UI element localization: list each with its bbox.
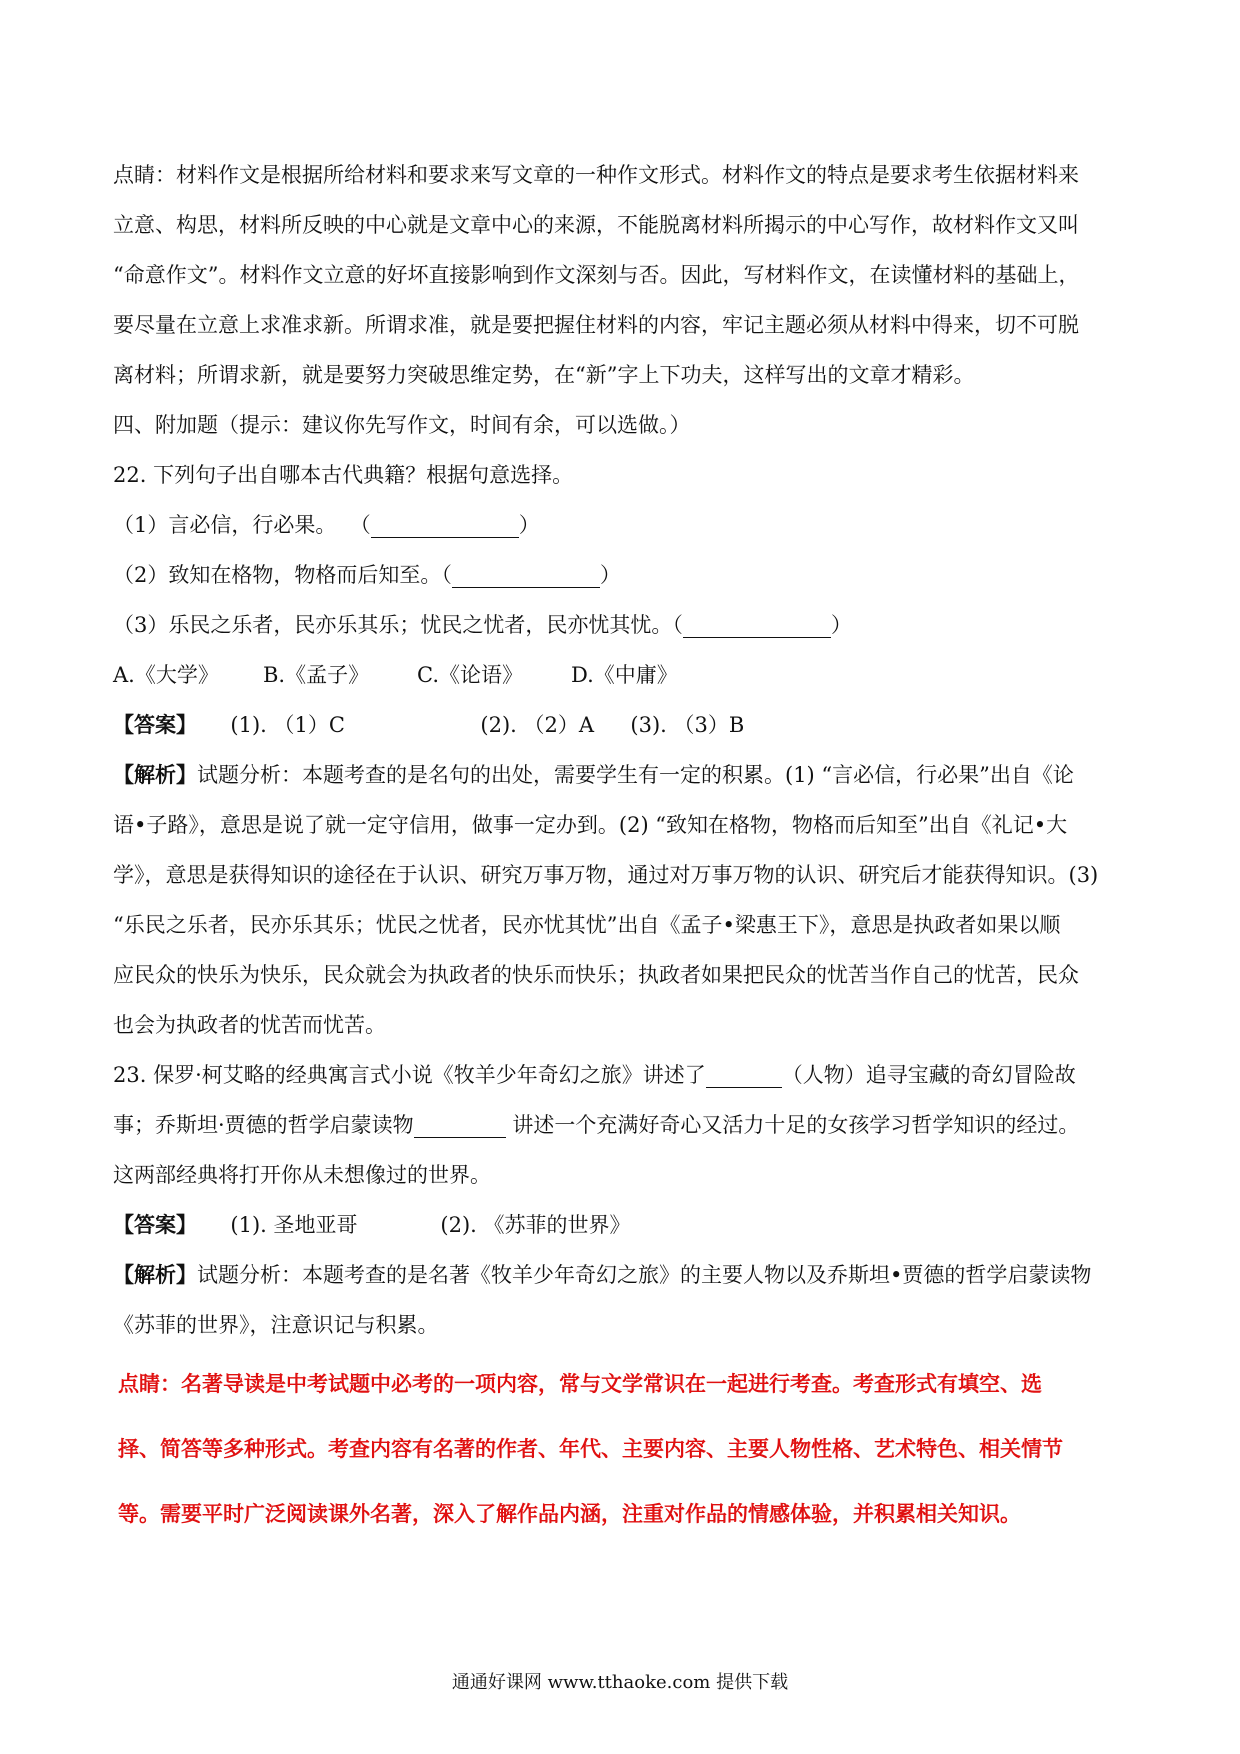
question-23-line-3: 这两部经典将打开你从未想像过的世界。 [113,1163,491,1187]
text-line: 立意、构思，材料所反映的中心就是文章中心的来源，不能脱离材料所揭示的中心写作，故材料作文又叫 [113,213,1079,237]
question-22-stem: 22. 下列句子出自哪本古代典籍？根据句意选择。 [113,463,574,487]
text-line [113,1250,1133,1300]
text-line [113,750,1133,800]
option-a: A.《大学》 [113,663,219,687]
text-line: 学》，意思是获得知识的途径在于认识、研究万事万物，通过对万事万物的认识、研究后才能获得知识。(3) [113,863,1099,887]
q23-text: 事；乔斯坦·贾德的哲学启蒙读物 [113,1113,414,1137]
text-line: 离材料；所谓求新，就是要努力突破思维定势，在“新”字上下功夫，这样写出的文章才精彩。 [113,363,975,387]
text-line: 点睛：材料作文是根据所给材料和要求来写文章的一种作文形式。材料作文的特点是要求考生依据材料来 [113,163,1079,187]
text-line: “命意作文”。材料作文立意的好坏直接影响到作文深刻与否。因此，写材料作文，在读懂材料的基础上， [113,263,1080,287]
text-line: 《苏菲的世界》，注意识记与积累。 [113,1313,439,1337]
q23-text: （人物）追寻宝藏的奇幻冒险故 [781,1063,1076,1087]
text-line: 应民众的快乐为快乐，民众就会为执政者的快乐而快乐；执政者如果把民众的忧苦当作自己的忧苦，民众 [113,963,1079,987]
question-23-line-1 [113,1050,1133,1100]
question-22-answer [113,700,1133,750]
question-23-analysis [113,1250,1133,1350]
q23-text: 23. 保罗·柯艾略的经典寓言式小说《牧羊少年奇幻之旅》讲述了 [113,1063,706,1087]
answer-1: (1). （1）C [230,713,345,737]
section-title: 四、附加题（提示：建议你先写作文，时间有余，可以选做。） [113,413,691,437]
answer-blank [371,507,519,538]
question-22-item-3 [113,600,1133,650]
answer-blank [706,1057,782,1088]
essay-tip-paragraph [113,150,1133,400]
analysis-text: 试题分析：本题考查的是名句的出处，需要学生有一定的积累。(1) “言必信，行必果”出自《论 [197,763,1074,787]
answer-2: (2). （2）A [480,713,595,737]
page-footer: 通通好课网 www.tthaoke.com 提供下载 [451,1672,789,1693]
analysis-label: 【解析】 [113,762,197,787]
text-line: 择、简答等多种形式。考查内容有名著的作者、年代、主要内容、主要人物性格、艺术特色、相关情节 [118,1437,1063,1461]
option-d: D.《中庸》 [571,663,678,687]
text-line: 也会为执政者的忧苦而忧苦。 [113,1013,386,1037]
item-text: （1）言必信，行必果。 [113,513,337,537]
main-content [113,150,1133,1350]
paren-open: （ [349,513,371,537]
answer-3: (3). （3）B [630,713,745,737]
answer-2: (2). 《苏菲的世界》 [440,1213,631,1237]
question-22-options [113,650,1133,700]
answer-1: (1). 圣地亚哥 [230,1213,358,1237]
answer-label: 【答案】 [113,1212,197,1237]
option-c: C.《论语》 [417,663,523,687]
answer-blank [683,607,831,638]
question-22-analysis [113,750,1133,1050]
text-line: 点睛：名著导读是中考试题中必考的一项内容，常与文学常识在一起进行考查。考查形式有填空、选 [118,1372,1042,1396]
answer-blank [414,1107,506,1138]
paren-close: ） [518,513,540,537]
answer-blank [452,557,600,588]
question-23-answer [113,1200,1133,1250]
paren-close: ） [830,613,852,637]
analysis-label: 【解析】 [113,1262,197,1287]
text-line: 等。需要平时广泛阅读课外名著，深入了解作品内涵，注重对作品的情感体验，并积累相关知识。 [118,1502,1021,1526]
question-22-item-2 [113,550,1133,600]
question-22-item-1 [113,500,1133,550]
text-line: 要尽量在立意上求准求新。所谓求准，就是要把握住材料的内容，牢记主题必须从材料中得来，切不可脱 [113,313,1079,337]
text-line: 语•子路》，意思是说了就一定守信用，做事一定办到。(2) “致知在格物，物格而后知至”出自《礼记•大 [113,813,1068,837]
item-text: （2）致知在格物，物格而后知至。（ [113,563,452,587]
item-text: （3）乐民之乐者，民亦乐其乐；忧民之忧者，民亦忧其忧。（ [113,613,683,637]
option-b: B.《孟子》 [263,663,370,687]
reading-tip-note [118,1352,1128,1547]
answer-label: 【答案】 [113,712,197,737]
text-line: “乐民之乐者，民亦乐其乐；忧民之忧者，民亦忧其忧”出自《孟子•梁惠王下》，意思是执政者如果以顺 [113,913,1061,937]
q23-text: 讲述一个充满好奇心又活力十足的女孩学习哲学知识的经过。 [505,1113,1080,1137]
paren-close: ） [599,563,621,587]
question-23-line-2 [113,1100,1133,1150]
analysis-text: 试题分析：本题考查的是名著《牧羊少年奇幻之旅》的主要人物以及乔斯坦•贾德的哲学启蒙读物 [197,1263,1092,1287]
